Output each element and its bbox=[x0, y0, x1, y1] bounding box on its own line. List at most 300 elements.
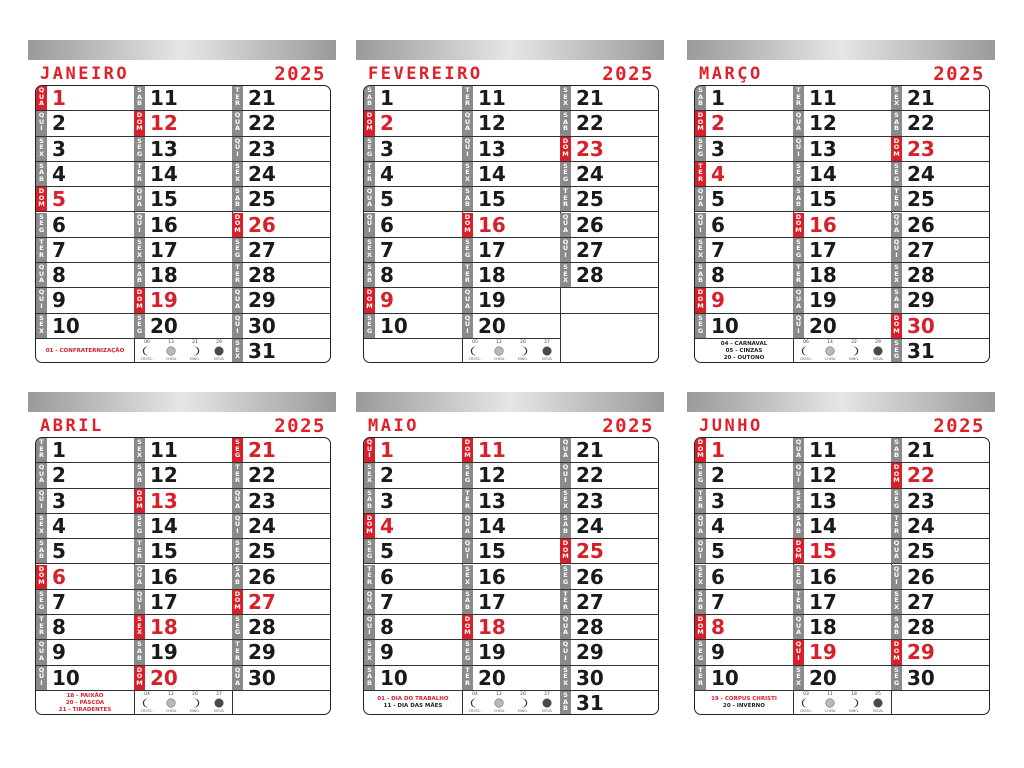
day-cell[interactable] bbox=[462, 187, 560, 212]
day-cell[interactable] bbox=[462, 137, 560, 162]
day-cell[interactable] bbox=[695, 438, 793, 463]
day-cell[interactable] bbox=[560, 565, 658, 590]
day-cell[interactable] bbox=[891, 187, 989, 212]
day-number: 2 bbox=[52, 463, 66, 488]
day-cell[interactable] bbox=[462, 263, 560, 288]
day-number: 17 bbox=[150, 237, 178, 262]
day-cell[interactable] bbox=[891, 514, 989, 539]
day-cell[interactable] bbox=[36, 213, 134, 238]
day-cell[interactable] bbox=[793, 288, 891, 313]
day-cell[interactable] bbox=[462, 590, 560, 615]
day-number: 11 bbox=[809, 86, 837, 110]
weekday-label: Q U I bbox=[462, 539, 473, 563]
day-cell[interactable] bbox=[891, 137, 989, 162]
month-name: JANEIRO bbox=[40, 64, 130, 84]
day-cell[interactable] bbox=[36, 666, 134, 691]
weekday-label: T E R bbox=[695, 489, 706, 513]
weekday-label: S A B bbox=[134, 640, 145, 664]
day-cell[interactable] bbox=[232, 489, 330, 514]
day-cell[interactable] bbox=[793, 590, 891, 615]
day-cell[interactable] bbox=[793, 187, 891, 212]
day-cell[interactable] bbox=[232, 539, 330, 564]
day-column bbox=[134, 438, 232, 714]
moon-day: 04 bbox=[144, 692, 150, 697]
moon-phase-label: CRESC. bbox=[799, 357, 813, 361]
weekday-label: T E R bbox=[134, 162, 145, 186]
day-cell[interactable] bbox=[891, 565, 989, 590]
day-cell[interactable] bbox=[232, 263, 330, 288]
day-cell[interactable] bbox=[695, 238, 793, 263]
day-cell[interactable] bbox=[695, 288, 793, 313]
day-cell[interactable] bbox=[462, 666, 560, 691]
day-number: 24 bbox=[907, 513, 935, 538]
day-cell[interactable] bbox=[695, 162, 793, 187]
day-cell[interactable] bbox=[232, 463, 330, 488]
moon-day: 12 bbox=[496, 692, 502, 697]
day-number: 22 bbox=[576, 111, 604, 136]
moon-phase-label: CRESC. bbox=[468, 357, 482, 361]
moon-phase-label: CHEIA bbox=[824, 709, 836, 713]
day-cell[interactable] bbox=[891, 162, 989, 187]
day-cell[interactable] bbox=[134, 514, 232, 539]
day-cell[interactable] bbox=[793, 666, 891, 691]
day-cell[interactable] bbox=[695, 565, 793, 590]
moon-phases bbox=[793, 340, 891, 363]
day-number: 26 bbox=[248, 564, 276, 589]
day-cell[interactable] bbox=[232, 615, 330, 640]
day-cell[interactable] bbox=[364, 539, 462, 564]
weekday-label: Q U I bbox=[364, 615, 375, 639]
day-cell[interactable] bbox=[36, 111, 134, 136]
moon-phase-label: NOVA bbox=[873, 357, 883, 361]
day-number: 30 bbox=[907, 665, 935, 690]
day-cell[interactable] bbox=[134, 238, 232, 263]
day-cell[interactable] bbox=[462, 314, 560, 339]
day-cell[interactable] bbox=[134, 590, 232, 615]
day-cell[interactable] bbox=[695, 640, 793, 665]
weekday-label: Q U A bbox=[232, 111, 243, 135]
day-cell[interactable] bbox=[793, 238, 891, 263]
day-cell[interactable] bbox=[891, 86, 989, 111]
day-cell[interactable] bbox=[891, 640, 989, 665]
day-number: 5 bbox=[711, 187, 725, 212]
day-cell[interactable] bbox=[134, 489, 232, 514]
day-column bbox=[695, 86, 793, 362]
day-cell[interactable] bbox=[134, 565, 232, 590]
weekday-label: S E X bbox=[134, 438, 145, 462]
day-number: 2 bbox=[380, 463, 394, 488]
day-number: 31 bbox=[907, 339, 935, 363]
day-cell[interactable] bbox=[364, 86, 462, 111]
day-cell[interactable] bbox=[793, 514, 891, 539]
day-cell[interactable] bbox=[462, 615, 560, 640]
day-cell[interactable] bbox=[560, 615, 658, 640]
moon-phase bbox=[535, 340, 559, 363]
day-cell[interactable] bbox=[695, 539, 793, 564]
moon-day: 29 bbox=[875, 340, 881, 345]
day-cell[interactable] bbox=[36, 463, 134, 488]
day-cell[interactable] bbox=[560, 187, 658, 212]
month-fevereiro bbox=[356, 40, 664, 363]
day-number: 17 bbox=[478, 237, 506, 262]
day-cell[interactable] bbox=[232, 111, 330, 136]
day-cell[interactable] bbox=[793, 438, 891, 463]
day-cell[interactable] bbox=[560, 111, 658, 136]
first-moon-icon bbox=[801, 698, 811, 708]
day-number: 24 bbox=[248, 513, 276, 538]
weekday-label: Q U A bbox=[232, 489, 243, 513]
full-moon-icon bbox=[166, 698, 176, 708]
day-cell[interactable] bbox=[891, 111, 989, 136]
day-number: 6 bbox=[380, 212, 394, 237]
day-cell[interactable] bbox=[364, 314, 462, 339]
day-cell[interactable] bbox=[695, 489, 793, 514]
day-cell[interactable] bbox=[134, 213, 232, 238]
weekday-label: Q U I bbox=[364, 213, 375, 237]
holiday-note: 20 - PÁSCOA bbox=[65, 700, 105, 706]
day-cell[interactable] bbox=[793, 213, 891, 238]
day-cell[interactable] bbox=[232, 137, 330, 162]
day-cell[interactable] bbox=[364, 514, 462, 539]
day-cell[interactable] bbox=[793, 640, 891, 665]
day-number: 10 bbox=[380, 313, 408, 338]
day-cell[interactable] bbox=[134, 463, 232, 488]
day-number: 31 bbox=[248, 339, 276, 363]
day-cell[interactable] bbox=[695, 666, 793, 691]
empty-cell bbox=[560, 288, 658, 313]
day-cell[interactable] bbox=[891, 314, 989, 339]
weekday-label: T E R bbox=[695, 666, 706, 690]
day-cell[interactable] bbox=[36, 438, 134, 463]
footer-divider bbox=[364, 338, 560, 339]
full-moon-icon bbox=[494, 698, 504, 708]
day-cell[interactable] bbox=[560, 489, 658, 514]
day-cell[interactable] bbox=[560, 666, 658, 691]
day-cell[interactable] bbox=[793, 162, 891, 187]
day-cell[interactable] bbox=[364, 288, 462, 313]
holiday-notes bbox=[364, 696, 462, 710]
weekday-label: Q U I bbox=[134, 590, 145, 614]
day-cell[interactable] bbox=[364, 162, 462, 187]
day-cell[interactable] bbox=[891, 590, 989, 615]
day-cell[interactable] bbox=[364, 666, 462, 691]
day-cell[interactable] bbox=[462, 489, 560, 514]
day-cell[interactable] bbox=[36, 263, 134, 288]
full-moon-icon bbox=[166, 346, 176, 356]
day-cell[interactable] bbox=[364, 565, 462, 590]
day-cell[interactable] bbox=[364, 137, 462, 162]
day-cell[interactable] bbox=[462, 539, 560, 564]
day-cell[interactable] bbox=[793, 137, 891, 162]
day-cell[interactable] bbox=[560, 438, 658, 463]
moon-day: 29 bbox=[216, 340, 222, 345]
day-cell[interactable] bbox=[134, 615, 232, 640]
day-cell[interactable] bbox=[134, 539, 232, 564]
day-cell[interactable] bbox=[232, 438, 330, 463]
day-cell[interactable] bbox=[462, 111, 560, 136]
month-janeiro bbox=[28, 40, 336, 363]
day-cell[interactable] bbox=[793, 86, 891, 111]
day-cell[interactable] bbox=[462, 514, 560, 539]
weekday-label: S E G bbox=[891, 339, 902, 363]
day-cell[interactable] bbox=[793, 463, 891, 488]
day-cell[interactable] bbox=[793, 314, 891, 339]
weekday-label: Q U I bbox=[560, 463, 571, 487]
day-cell[interactable] bbox=[793, 539, 891, 564]
day-cell[interactable] bbox=[695, 514, 793, 539]
day-number: 1 bbox=[52, 86, 66, 110]
day-cell[interactable] bbox=[793, 263, 891, 288]
weekday-label: T E R bbox=[695, 162, 706, 186]
holiday-note: 18 - PAIXÃO bbox=[66, 693, 104, 699]
day-cell[interactable] bbox=[891, 288, 989, 313]
month-year: 2025 bbox=[274, 415, 326, 437]
day-number: 15 bbox=[150, 187, 178, 212]
weekday-label: Q U A bbox=[36, 86, 47, 110]
moon-phase-label: NOVA bbox=[214, 709, 224, 713]
day-cell[interactable] bbox=[695, 615, 793, 640]
day-number: 14 bbox=[150, 161, 178, 186]
day-number: 1 bbox=[711, 438, 725, 462]
day-number: 22 bbox=[576, 463, 604, 488]
day-cell[interactable] bbox=[134, 438, 232, 463]
day-number: 5 bbox=[380, 539, 394, 564]
day-cell[interactable] bbox=[560, 238, 658, 263]
weekday-label: S A B bbox=[134, 463, 145, 487]
day-cell[interactable] bbox=[36, 288, 134, 313]
day-number: 3 bbox=[380, 488, 394, 513]
day-cell[interactable] bbox=[462, 640, 560, 665]
day-cell[interactable] bbox=[891, 339, 989, 363]
day-number: 31 bbox=[576, 691, 604, 715]
day-cell[interactable] bbox=[462, 565, 560, 590]
day-cell[interactable] bbox=[560, 463, 658, 488]
weekday-label: S E X bbox=[560, 263, 571, 287]
day-number: 21 bbox=[248, 86, 276, 110]
day-cell[interactable] bbox=[232, 86, 330, 111]
day-cell[interactable] bbox=[891, 489, 989, 514]
day-number: 15 bbox=[478, 539, 506, 564]
day-cell[interactable] bbox=[793, 565, 891, 590]
day-cell[interactable] bbox=[695, 86, 793, 111]
day-cell[interactable] bbox=[560, 86, 658, 111]
day-cell[interactable] bbox=[560, 514, 658, 539]
day-cell[interactable] bbox=[232, 213, 330, 238]
day-cell[interactable] bbox=[891, 463, 989, 488]
day-cell[interactable] bbox=[793, 615, 891, 640]
day-number: 27 bbox=[248, 237, 276, 262]
day-cell[interactable] bbox=[36, 314, 134, 339]
day-cell[interactable] bbox=[560, 640, 658, 665]
day-cell[interactable] bbox=[134, 288, 232, 313]
day-number: 28 bbox=[248, 615, 276, 640]
day-number: 8 bbox=[711, 263, 725, 288]
day-number: 11 bbox=[478, 438, 506, 462]
day-cell[interactable] bbox=[364, 615, 462, 640]
day-cell[interactable] bbox=[36, 565, 134, 590]
day-cell[interactable] bbox=[891, 615, 989, 640]
weekday-label: Q U A bbox=[36, 463, 47, 487]
weekday-label: Q U A bbox=[793, 111, 804, 135]
day-cell[interactable] bbox=[695, 137, 793, 162]
day-number: 29 bbox=[907, 288, 935, 313]
day-cell[interactable] bbox=[36, 640, 134, 665]
day-number: 11 bbox=[150, 86, 178, 110]
month-name: MAIO bbox=[368, 416, 419, 436]
day-cell[interactable] bbox=[134, 666, 232, 691]
moon-phase bbox=[794, 340, 818, 363]
day-cell[interactable] bbox=[560, 213, 658, 238]
day-cell[interactable] bbox=[36, 86, 134, 111]
day-number: 7 bbox=[711, 237, 725, 262]
weekday-label: S A B bbox=[891, 615, 902, 639]
day-number: 29 bbox=[907, 640, 935, 665]
moon-phases bbox=[462, 692, 560, 715]
day-cell[interactable] bbox=[36, 238, 134, 263]
moon-phase-label: CRESC. bbox=[468, 709, 482, 713]
day-cell[interactable] bbox=[793, 111, 891, 136]
moon-phases bbox=[462, 340, 560, 363]
day-cell[interactable] bbox=[695, 111, 793, 136]
day-cell[interactable] bbox=[560, 539, 658, 564]
day-cell[interactable] bbox=[364, 438, 462, 463]
day-cell[interactable] bbox=[36, 590, 134, 615]
day-cell[interactable] bbox=[462, 463, 560, 488]
day-cell[interactable] bbox=[560, 162, 658, 187]
day-cell[interactable] bbox=[36, 615, 134, 640]
day-cell[interactable] bbox=[560, 691, 658, 715]
day-cell[interactable] bbox=[695, 590, 793, 615]
moon-phase bbox=[487, 692, 511, 715]
day-cell[interactable] bbox=[364, 187, 462, 212]
day-cell[interactable] bbox=[462, 238, 560, 263]
weekday-label: D O M bbox=[364, 514, 375, 538]
day-cell[interactable] bbox=[232, 314, 330, 339]
day-cell[interactable] bbox=[695, 213, 793, 238]
day-number: 27 bbox=[576, 589, 604, 614]
day-cell[interactable] bbox=[134, 86, 232, 111]
day-cell[interactable] bbox=[36, 187, 134, 212]
day-column bbox=[134, 86, 232, 362]
day-cell[interactable] bbox=[560, 263, 658, 288]
day-cell[interactable] bbox=[462, 86, 560, 111]
day-number: 27 bbox=[907, 237, 935, 262]
weekday-label: S A B bbox=[560, 514, 571, 538]
day-cell[interactable] bbox=[134, 640, 232, 665]
moon-day: 12 bbox=[496, 340, 502, 345]
day-cell[interactable] bbox=[36, 137, 134, 162]
day-cell[interactable] bbox=[364, 640, 462, 665]
day-cell[interactable] bbox=[364, 489, 462, 514]
day-cell[interactable] bbox=[560, 137, 658, 162]
day-cell[interactable] bbox=[364, 263, 462, 288]
weekday-label: S A B bbox=[695, 590, 706, 614]
day-cell[interactable] bbox=[36, 539, 134, 564]
day-cell[interactable] bbox=[695, 263, 793, 288]
weekday-label: S A B bbox=[364, 263, 375, 287]
day-cell[interactable] bbox=[134, 263, 232, 288]
day-number: 26 bbox=[907, 212, 935, 237]
weekday-label: S E G bbox=[891, 489, 902, 513]
day-cell[interactable] bbox=[36, 514, 134, 539]
day-number: 13 bbox=[809, 136, 837, 161]
day-cell[interactable] bbox=[891, 539, 989, 564]
day-cell[interactable] bbox=[232, 590, 330, 615]
day-cell[interactable] bbox=[695, 314, 793, 339]
weekday-label: Q U A bbox=[462, 514, 473, 538]
day-cell[interactable] bbox=[695, 187, 793, 212]
day-cell[interactable] bbox=[232, 565, 330, 590]
moon-phases bbox=[134, 340, 232, 363]
moon-phase-label: CHEIA bbox=[165, 357, 177, 361]
weekday-label: T E R bbox=[891, 187, 902, 211]
day-cell[interactable] bbox=[134, 137, 232, 162]
day-cell[interactable] bbox=[695, 463, 793, 488]
day-number: 3 bbox=[711, 488, 725, 513]
weekday-label: S E X bbox=[462, 162, 473, 186]
weekday-label: Q U A bbox=[793, 615, 804, 639]
day-cell[interactable] bbox=[134, 314, 232, 339]
day-cell[interactable] bbox=[891, 238, 989, 263]
day-cell[interactable] bbox=[232, 238, 330, 263]
day-cell[interactable] bbox=[232, 187, 330, 212]
weekday-label: S E X bbox=[695, 565, 706, 589]
month-maio bbox=[356, 392, 664, 715]
day-cell[interactable] bbox=[36, 162, 134, 187]
day-cell[interactable] bbox=[891, 213, 989, 238]
day-number: 12 bbox=[478, 111, 506, 136]
moon-day: 12 bbox=[168, 692, 174, 697]
day-cell[interactable] bbox=[793, 489, 891, 514]
day-cell[interactable] bbox=[232, 288, 330, 313]
day-cell[interactable] bbox=[462, 288, 560, 313]
day-cell[interactable] bbox=[560, 590, 658, 615]
day-cell[interactable] bbox=[232, 162, 330, 187]
weekday-label: S E X bbox=[793, 666, 804, 690]
day-cell[interactable] bbox=[36, 489, 134, 514]
day-cell[interactable] bbox=[364, 111, 462, 136]
weekday-label: D O M bbox=[364, 111, 375, 135]
day-number: 17 bbox=[809, 589, 837, 614]
day-cell[interactable] bbox=[891, 438, 989, 463]
weekday-label: S A B bbox=[462, 187, 473, 211]
day-cell[interactable] bbox=[462, 438, 560, 463]
day-cell[interactable] bbox=[364, 213, 462, 238]
day-cell[interactable] bbox=[232, 640, 330, 665]
day-cell[interactable] bbox=[134, 162, 232, 187]
day-cell[interactable] bbox=[891, 263, 989, 288]
weekday-label: S E X bbox=[560, 86, 571, 110]
day-cell[interactable] bbox=[134, 187, 232, 212]
day-cell[interactable] bbox=[134, 111, 232, 136]
day-number: 2 bbox=[52, 111, 66, 136]
day-cell[interactable] bbox=[232, 666, 330, 691]
day-cell[interactable] bbox=[364, 463, 462, 488]
day-cell[interactable] bbox=[364, 590, 462, 615]
day-number: 20 bbox=[150, 665, 178, 690]
day-cell[interactable] bbox=[462, 162, 560, 187]
weekday-label: S E G bbox=[891, 162, 902, 186]
day-cell[interactable] bbox=[891, 666, 989, 691]
day-cell[interactable] bbox=[462, 213, 560, 238]
day-cell[interactable] bbox=[364, 238, 462, 263]
holiday-notes bbox=[36, 348, 134, 355]
day-cell[interactable] bbox=[232, 514, 330, 539]
moon-phase bbox=[487, 340, 511, 363]
footer-divider bbox=[695, 690, 891, 691]
weekday-label: D O M bbox=[695, 111, 706, 135]
day-cell[interactable] bbox=[232, 339, 330, 363]
